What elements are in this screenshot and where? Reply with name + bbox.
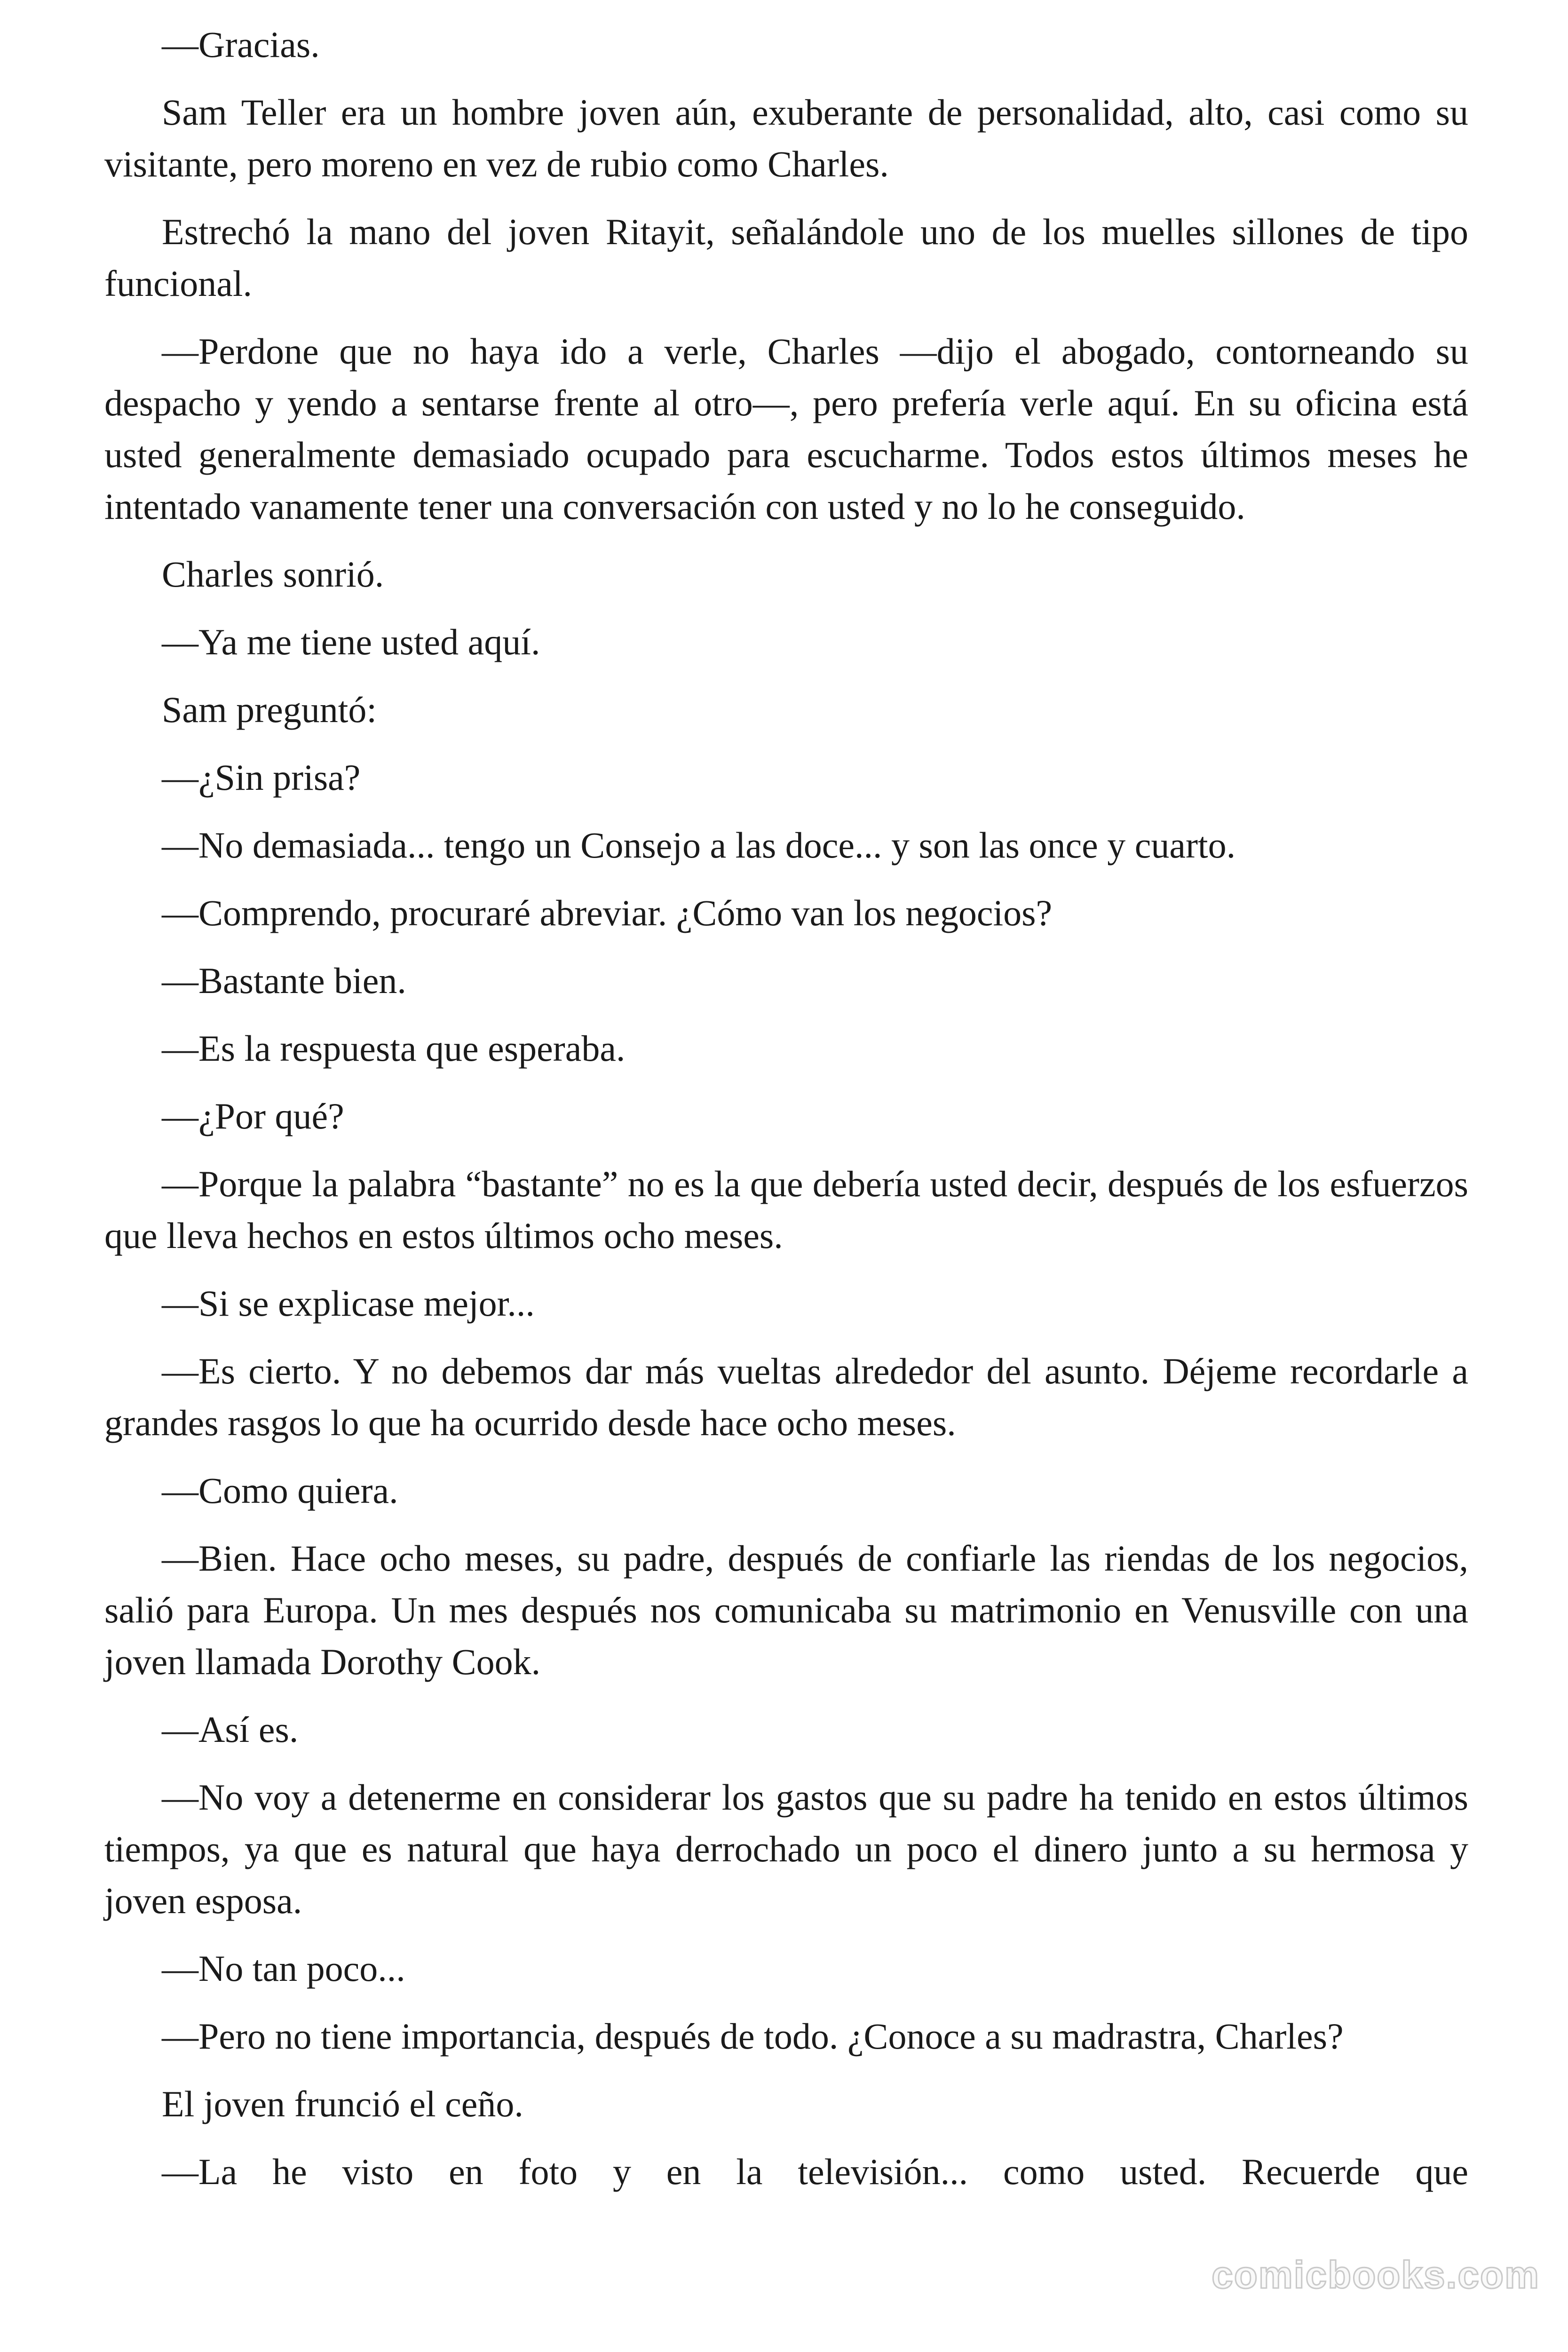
paragraph: —Es cierto. Y no debemos dar más vueltas alrededor del asunto. Déjeme recordarle a grandes rasgos lo que ha ocurrido desde hace ocho meses. (104, 1351, 1468, 1443)
paragraph: —¿Por qué? (162, 1096, 344, 1136)
paragraph: —Comprendo, procuraré abreviar. ¿Cómo van los negocios? (162, 892, 1053, 933)
page-body (104, 19, 1468, 2214)
paragraph: Estrechó la mano del joven Ritayit, señalándole uno de los muelles sillones de tipo funcional. (104, 211, 1468, 304)
paragraph: —Ya me tiene usted aquí. (162, 621, 540, 662)
paragraph: —Así es. (162, 1709, 299, 1750)
paragraph: —No voy a detenerme en considerar los gastos que su padre ha tenido en estos últimos tiempos, ya que es natural que haya derrochado un poco el dinero junto a su hermosa y joven esposa. (104, 1777, 1468, 1921)
paragraph: —Porque la palabra “bastante” no es la que debería usted decir, después de los esfuerzos que lleva hechos en estos últimos ocho meses. (104, 1163, 1468, 1256)
paragraph: —Gracias. (162, 24, 320, 65)
paragraph: —Como quiera. (162, 1470, 398, 1511)
paragraph: —Perdone que no haya ido a verle, Charles —dijo el abogado, contorneando su despacho y yendo a sentarse frente al otro—, pero prefería verle aquí. En su oficina está usted generalmente demasiado ocupado para escucharme. Todos estos últimos meses he intentado vanamente tener una conversación con usted y no lo he conseguido. (104, 331, 1468, 527)
watermark-logo: comicbooks.com (1212, 2254, 1540, 2296)
paragraph: Sam preguntó: (162, 689, 377, 730)
paragraph: —No demasiada... tengo un Consejo a las doce... y son las once y cuarto. (162, 825, 1236, 866)
paragraph: El joven frunció el ceño. (162, 2083, 523, 2124)
paragraph: Sam Teller era un hombre joven aún, exuberante de personalidad, alto, casi como su visitante, pero moreno en vez de rubio como Charles. (104, 92, 1468, 184)
paragraph: —La he visto en foto y en la televisión... como usted. Recuerde que (162, 2151, 1468, 2192)
paragraph: —Si se explicase mejor... (162, 1283, 535, 1324)
paragraph: —Bien. Hace ocho meses, su padre, después de confiarle las riendas de los negocios, salió para Europa. Un mes después nos comunicaba su matrimonio en Venusville con una joven llamada Dorothy Cook. (104, 1538, 1468, 1682)
paragraph: —Es la respuesta que esperaba. (162, 1028, 626, 1069)
paragraph: Charles sonrió. (162, 554, 384, 595)
paragraph: —No tan poco... (162, 1948, 405, 1989)
paragraph: —Pero no tiene importancia, después de todo. ¿Conoce a su madrastra, Charles? (162, 2016, 1344, 2057)
paragraph: —¿Sin prisa? (162, 757, 361, 798)
paragraph: —Bastante bien. (162, 960, 406, 1001)
